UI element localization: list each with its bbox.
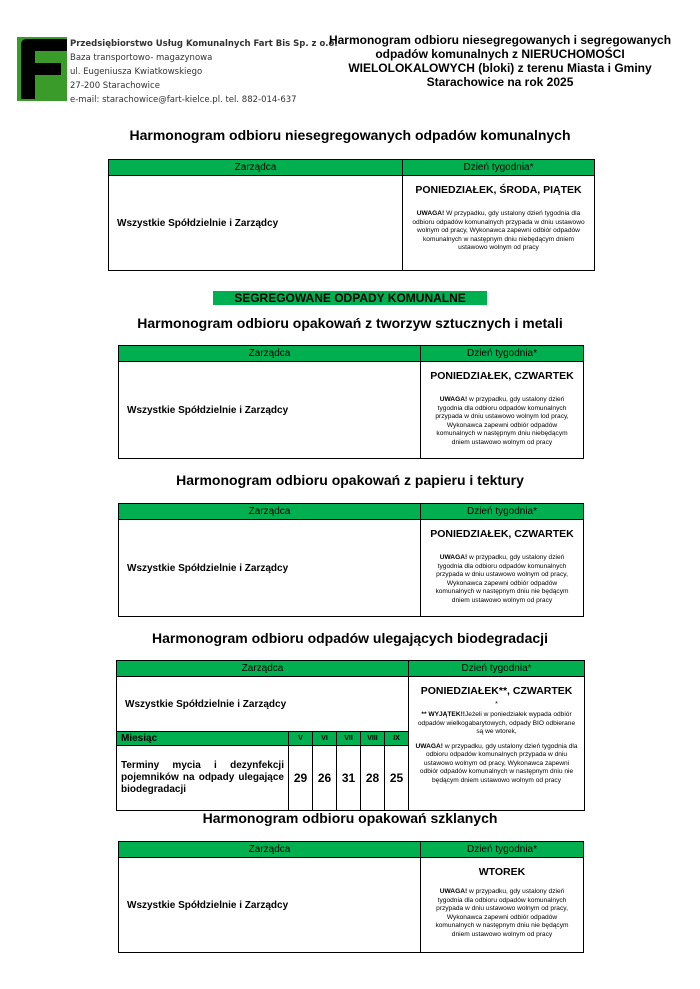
segregated-waste-banner: SEGREGOWANE ODPADY KOMUNALNE	[213, 291, 487, 305]
table-header-row	[119, 504, 584, 520]
column-header-manager: Zarządca	[119, 504, 421, 520]
collection-days: PONIEDZIAŁEK**, CZWARTEK	[420, 685, 573, 697]
column-header-day: Dzień tygodnia*	[421, 346, 584, 362]
table-header-row	[117, 661, 585, 677]
manager-cell: Wszystkie Spółdzielnie i Zarządcy	[119, 362, 421, 459]
wash-day-cell: 26	[313, 746, 337, 811]
table-header-row	[119, 842, 584, 858]
table-row	[117, 677, 585, 732]
table-glass	[118, 841, 584, 953]
column-header-manager: Zarządca	[119, 346, 421, 362]
month-cell: VIII	[361, 732, 385, 746]
company-address-line: 27-200 Starachowice	[70, 81, 160, 91]
collection-days: PONIEDZIAŁEK, CZWARTEK	[430, 370, 574, 382]
warning-note: UWAGA! W przypadku, gdy ustalony dzień tygodnia dla odbioru odpadów komunalnych przypada w dniu ustawowo wolnym od pracy, Wykonawca zapewni odbiór odpadów komunalnych w następnym dniu niebędącym dniem ustawowo wolnym od pracy	[412, 210, 585, 251]
section-title-paper: Harmonogram odbioru opakowań z papieru i tektury	[176, 472, 524, 488]
section-title-bio: Harmonogram odbioru odpadów ulegających biodegradacji	[152, 630, 548, 646]
document-title: Harmonogram odbioru niesegregowanych i segregowanych odpadów komunalnych z NIERUCHOMOŚCI WIELOLOKALOWYCH (bloki) z terenu Miasta i Gminy Starachowice na rok 2025	[328, 33, 672, 89]
table-mixed	[108, 159, 595, 271]
section-title-glass: Harmonogram odbioru opakowań szklanych	[202, 810, 498, 826]
day-cell	[403, 176, 595, 271]
company-info	[70, 37, 338, 107]
collection-days: WTOREK	[478, 866, 526, 878]
table-plastic	[118, 345, 584, 459]
warning-note: UWAGA! w przypadku, gdy ustalony dzień tygodnia dla odbioru odpadów komunalnych przypada w dniu ustawowo wolnym od pracy, Wykonawca zapewni odbiór odpadów komunalnych w następnym dniu nie będącym dniem ustawowo wolnym od pracy	[435, 888, 569, 938]
fart-logo-icon	[17, 37, 67, 101]
company-contact: e-mail: starachowice@fart-kielce.pl. tel. 882-014-637	[70, 95, 297, 105]
wash-day-cell: 25	[385, 746, 409, 811]
table-row	[119, 858, 584, 953]
month-label: Miesiąc	[117, 732, 289, 746]
manager-cell: Wszystkie Spółdzielnie i Zarządcy	[117, 677, 409, 732]
manager-cell: Wszystkie Spółdzielnie i Zarządcy	[119, 520, 421, 617]
table-bio	[116, 660, 585, 811]
month-cell: VI	[313, 732, 337, 746]
table-header-row	[109, 160, 595, 176]
table-row	[109, 176, 595, 271]
column-header-manager: Zarządca	[119, 842, 421, 858]
column-header-manager: Zarządca	[109, 160, 403, 176]
section-title-plastic: Harmonogram odbioru opakowań z tworzyw sztucznych i metali	[137, 315, 563, 331]
manager-cell: Wszystkie Spółdzielnie i Zarządcy	[119, 858, 421, 953]
company-address-line: ul. Eugeniusza Kwiatkowskiego	[70, 67, 203, 77]
day-cell	[409, 677, 585, 811]
month-cell: V	[289, 732, 313, 746]
column-header-manager: Zarządca	[117, 661, 409, 677]
table-paper	[118, 503, 584, 617]
warning-note: UWAGA! w przypadku, gdy ustalony dzień tygodnia dla odbioru odpadów komunalnych przypada w dniu ustawowo wolnym od pracy, Wykonawca zapewni odbiór odpadów komunalnych w następnym dniu nie będącym dniem ustawowo wolnym od pracy	[435, 554, 569, 604]
table-header-row	[119, 346, 584, 362]
company-name: Przedsiębiorstwo Usług Komunalnych Fart Bis Sp. z o.o.	[70, 39, 338, 49]
exception-note: ** WYJĄTEK!!Jeżeli w poniedziałek wypada odbiór odpadów wielkogabarytowych, odpady BIO odbierane są we wtorek,	[417, 711, 576, 735]
day-cell	[421, 520, 584, 617]
table-row	[119, 520, 584, 617]
warning-note: UWAGA! w przypadku, gdy ustalony dzień tygodnia dla odbioru odpadów komunalnych przypada w dniu ustawowo wolnym lod pracy, Wykonawca zapewni odbiór odpadów komunalnych w następnym dniu niebędącym dniem ustawowo wolnym od pracy	[435, 396, 569, 446]
company-address-line: Baza transportowo- magazynowa	[70, 53, 213, 63]
column-header-day: Dzień tygodnia*	[421, 842, 584, 858]
month-cell: VII	[337, 732, 361, 746]
column-header-day: Dzień tygodnia*	[409, 661, 585, 677]
collection-days: PONIEDZIAŁEK, CZWARTEK	[430, 528, 574, 540]
wash-label: Terminy mycia i dezynfekcji pojemników na odpady ulegające biodegradacji	[117, 746, 289, 811]
section-title-mixed: Harmonogram odbioru niesegregowanych odpadów komunalnych	[129, 127, 571, 143]
column-header-day: Dzień tygodnia*	[403, 160, 595, 176]
wash-day-cell: 31	[337, 746, 361, 811]
wash-day-cell: 29	[289, 746, 313, 811]
day-cell	[421, 858, 584, 953]
month-cell: IX	[385, 732, 409, 746]
wash-day-cell: 28	[361, 746, 385, 811]
table-row	[119, 362, 584, 459]
day-cell	[421, 362, 584, 459]
column-header-day: Dzień tygodnia*	[421, 504, 584, 520]
collection-days: PONIEDZIAŁEK, ŚRODA, PIĄTEK	[415, 184, 582, 196]
manager-cell: Wszystkie Spółdzielnie i Zarządcy	[109, 176, 403, 271]
warning-note: UWAGA! w przypadku, gdy ustalony dzień tygodnia dla odbioru odpadów komunalnych przypada w dniu ustawowo wolnym od pracy, Wykonawca zapewni odbiór odpadów komunalnych w następnym dniu nie będącym dniem ustawowo wolnym od pracy	[415, 742, 578, 784]
footnote-mark: *	[495, 701, 498, 708]
